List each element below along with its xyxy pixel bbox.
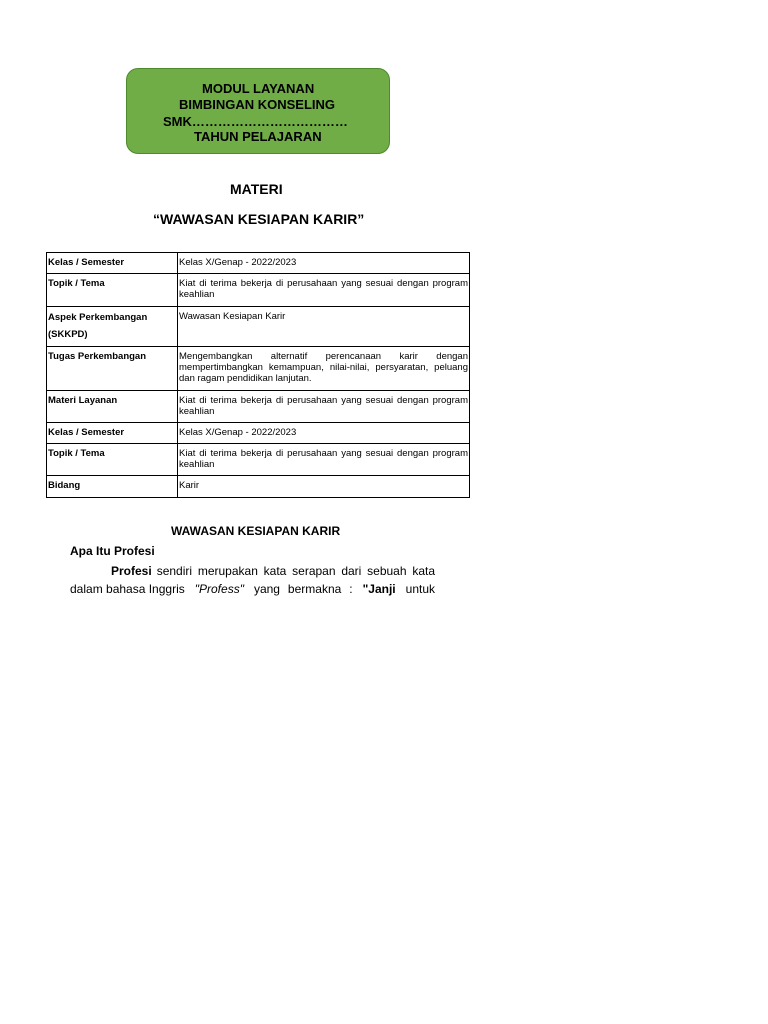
header-line-smk: SMK……………………………… <box>163 114 348 129</box>
table-row <box>47 423 470 444</box>
table-value: Kelas X/Genap - 2022/2023 <box>178 253 470 274</box>
table-value: Karir <box>178 476 470 498</box>
sub-title: Apa Itu Profesi <box>70 544 155 558</box>
table-value: Kiat di terima bekerja di perusahaan yang sesuai dengan program keahlian <box>178 274 470 307</box>
table-key: Bidang <box>47 476 178 498</box>
para-bold-profesi: Profesi <box>111 564 152 578</box>
table-key: Topik / Tema <box>47 274 178 307</box>
table-key: Kelas / Semester <box>47 423 178 444</box>
paragraph-line-1 <box>111 562 435 580</box>
table-value: Kiat di terima bekerja di perusahaan yang sesuai dengan program keahlian <box>178 391 470 423</box>
table-row <box>47 391 470 423</box>
para-text: sendiri merupakan kata serapan dari sebuah kata <box>156 564 435 578</box>
table-key: Tugas Perkembangan <box>47 347 178 391</box>
header-line-year: TAHUN PELAJARAN <box>194 129 322 144</box>
header-line-bk: BIMBINGAN KONSELING <box>179 97 335 112</box>
table-key: Topik / Tema <box>47 444 178 476</box>
header-line-module: MODUL LAYANAN <box>202 81 315 96</box>
para-text: untuk <box>405 582 435 596</box>
materi-label: MATERI <box>230 181 283 197</box>
para-bold-janji: "Janji <box>362 582 396 596</box>
table-value: Mengembangkan alternatif perencanaan karir dengan mempertimbangkan kemampuan, nilai-nilai, persyaratan, peluang dan ragam pendidikan lanjutan. <box>178 347 470 391</box>
module-header-box <box>126 68 390 154</box>
para-text: dalam bahasa Inggris <box>70 582 185 596</box>
table-row <box>47 476 470 498</box>
table-row <box>47 347 470 391</box>
table-value: Wawasan Kesiapan Karir <box>178 307 470 347</box>
para-italic-profess: "Profess" <box>194 582 244 596</box>
info-table <box>46 252 470 498</box>
table-key: Kelas / Semester <box>47 253 178 274</box>
table-key: Aspek Perkembangan (SKKPD) <box>47 307 178 347</box>
table-row <box>47 274 470 307</box>
paragraph-line-2 <box>70 580 435 598</box>
para-text: yang bermakna : <box>253 582 353 596</box>
table-key: Materi Layanan <box>47 391 178 423</box>
table-row <box>47 253 470 274</box>
table-value: Kelas X/Genap - 2022/2023 <box>178 423 470 444</box>
section-title: WAWASAN KESIAPAN KARIR <box>171 524 341 538</box>
table-row <box>47 444 470 476</box>
table-value: Kiat di terima bekerja di perusahaan yang sesuai dengan program keahlian <box>178 444 470 476</box>
table-row <box>47 307 470 347</box>
materi-title: “WAWASAN KESIAPAN KARIR” <box>153 211 365 227</box>
